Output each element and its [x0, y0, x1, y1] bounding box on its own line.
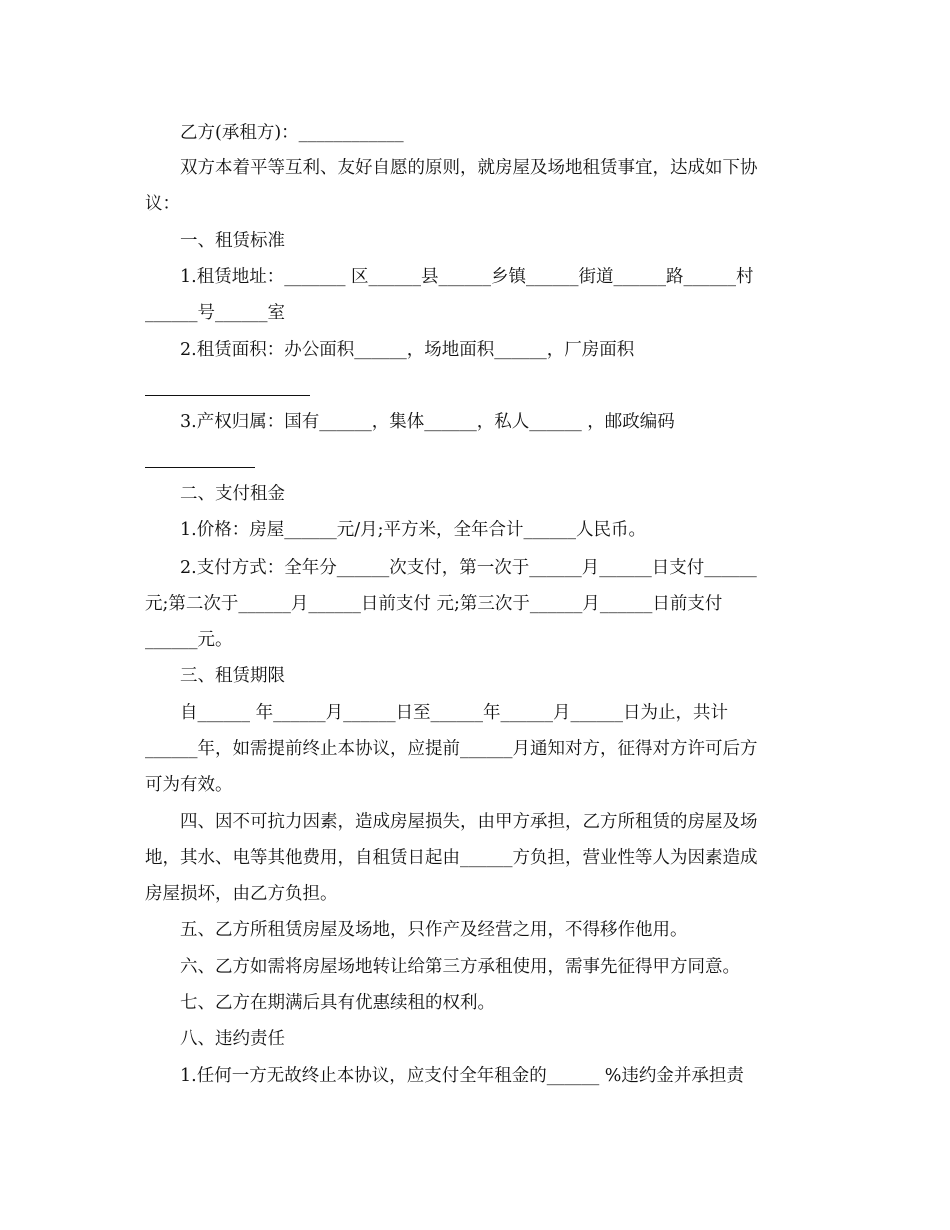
item-1-3-line: 3.产权归属：国有______，集体______，私人______ ，邮政编码	[180, 412, 675, 432]
section-4-line-2: 地，其水、电等其他费用，自租赁日起由______方负担，营业性等人为因素造成	[145, 848, 758, 868]
section-3-heading: 三、租赁期限	[180, 666, 285, 686]
section-5-line: 五、乙方所租赁房屋及场地，只作产及经营之用，不得移作他用。	[180, 920, 688, 940]
item-2-2-line-2: 元;第二次于______月______日前支付 元;第三次于______月______日前支付	[145, 594, 723, 614]
item-2-2-line-1: 2.支付方式：全年分______次支付，第一次于______月______日支付______	[180, 558, 757, 578]
item-8-1-line: 1.任何一方无故终止本协议，应支付全年租金的______ %违约金并承担责	[180, 1066, 744, 1086]
term-line-1: 自______ 年______月______日至______年______月______日为止，共计	[180, 703, 729, 723]
section-6-line: 六、乙方如需将房屋场地转让给第三方承租使用，需事先征得甲方同意。	[180, 957, 740, 977]
item-1-1-line-1: 1.租赁地址：_______ 区______县______乡镇______街道______路______村	[180, 267, 754, 287]
item-1-2-line: 2.租赁面积：办公面积______，场地面积______，厂房面积	[180, 340, 635, 360]
section-2-heading: 二、支付租金	[180, 484, 285, 504]
term-line-3: 可为有效。	[145, 775, 233, 795]
preamble-line-1: 双方本着平等互利、友好自愿的原则，就房屋及场地租赁事宜，达成如下协	[180, 158, 758, 178]
item-1-1-line-2: ______号______室	[145, 303, 285, 323]
blank-rule	[145, 467, 255, 468]
item-2-2-line-3: ______元。	[145, 630, 233, 650]
section-1-heading: 一、租赁标准	[180, 231, 285, 251]
section-4-line-1: 四、因不可抗力因素，造成房屋损失，由甲方承担，乙方所租赁的房屋及场	[180, 812, 758, 832]
section-8-heading: 八、违约责任	[180, 1029, 285, 1049]
section-7-line: 七、乙方在期满后具有优惠续租的权利。	[180, 993, 495, 1013]
party-b-line: 乙方(承租方)：____________	[180, 123, 404, 143]
item-2-1-line: 1.价格：房屋______元/月;平方米，全年合计______人民币。	[180, 520, 646, 540]
term-line-2: ______年，如需提前终止本协议，应提前______月通知对方，征得对方许可后方	[145, 739, 758, 759]
section-4-line-3: 房屋损坏，由乙方负担。	[145, 884, 338, 904]
preamble-line-2: 议：	[145, 194, 180, 214]
blank-rule	[145, 395, 310, 396]
